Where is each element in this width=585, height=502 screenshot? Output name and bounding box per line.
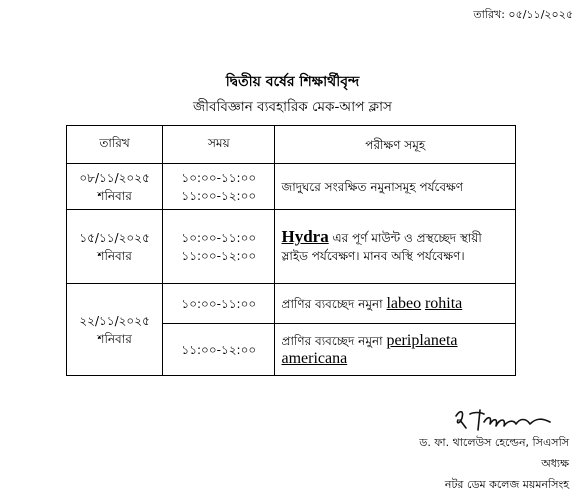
scientific-name-species: rohita	[424, 294, 463, 312]
row-time-cell	[163, 284, 275, 324]
row-day: শনিবার	[97, 188, 132, 203]
table-header-row	[67, 126, 516, 164]
header-experiments: পরীক্ষণ সমূহ	[275, 126, 516, 164]
row-date-cell	[67, 164, 163, 210]
row-date: ২২/১১/২০২৫	[79, 313, 150, 328]
scientific-name-genus: labeo	[386, 294, 422, 312]
scientific-name-genus: periplaneta	[386, 331, 458, 349]
row-date-cell	[67, 210, 163, 284]
schedule-table	[66, 125, 516, 376]
time-slot: ১০:০০-১১:০০	[181, 170, 257, 185]
table-row	[67, 210, 516, 284]
row-task-cell	[275, 284, 516, 324]
table-row	[67, 164, 516, 210]
header-date: তারিখ	[67, 126, 163, 164]
scientific-name: Hydra	[281, 227, 329, 246]
time-slot: ১০:০০-১১:০০	[181, 230, 257, 245]
time-slot: ১১:০০-১২:০০	[181, 248, 257, 263]
notice-heading: দ্বিতীয় বর্ষের শিক্ষার্থীবৃন্দ	[225, 74, 360, 90]
signature-block	[419, 432, 569, 495]
task-text: প্রাণির ব্যবচ্ছেদ নমুনা	[281, 296, 387, 311]
row-time-cell	[163, 210, 275, 284]
row-date: ১৫/১১/২০২৫	[79, 230, 150, 245]
row-task-cell: জাদুঘরে সংরক্ষিত নমুনাসমূহ পর্যবেক্ষণ	[275, 164, 516, 210]
row-task-cell	[275, 324, 516, 376]
header-time: সময়	[163, 126, 275, 164]
time-slot: ১০:০০-১১:০০	[181, 296, 257, 311]
row-date-cell	[67, 284, 163, 376]
signatory-name: ড. ফা. থালেউস হেল্ডেন, সিএসসি	[419, 436, 569, 449]
scientific-name-species: americana	[281, 349, 348, 367]
time-slot: ১১:০০-১২:০০	[181, 188, 257, 203]
notice-date: তারিখ: ০৫/১১/২০২৫	[473, 8, 573, 21]
row-time-cell	[163, 324, 275, 376]
row-day: শনিবার	[97, 331, 132, 346]
row-task-cell	[275, 210, 516, 284]
handwritten-signature	[450, 402, 560, 434]
signatory-institution: নটর ডেম কলেজ ময়মনসিংহ	[444, 478, 569, 491]
notice-subheading: জীববিজ্ঞান ব্যবহারিক মেক-আপ ক্লাস	[193, 99, 392, 115]
task-text: এর পূর্ণ মাউন্ট ও প্রস্থচ্ছেদ স্থায়ী স্লাইড পর্যবেক্ষণ। মানব অস্থি পর্যবেক্ষণ।	[281, 231, 482, 263]
row-date: ০৮/১১/২০২৫	[79, 170, 150, 185]
time-slot: ১১:০০-১২:০০	[181, 342, 257, 357]
table-row	[67, 284, 516, 324]
row-time-cell	[163, 164, 275, 210]
row-day: শনিবার	[97, 248, 132, 263]
signatory-title: অধ্যক্ষ	[541, 457, 569, 470]
task-text: প্রাণির ব্যবচ্ছেদ নমুনা	[281, 333, 387, 348]
